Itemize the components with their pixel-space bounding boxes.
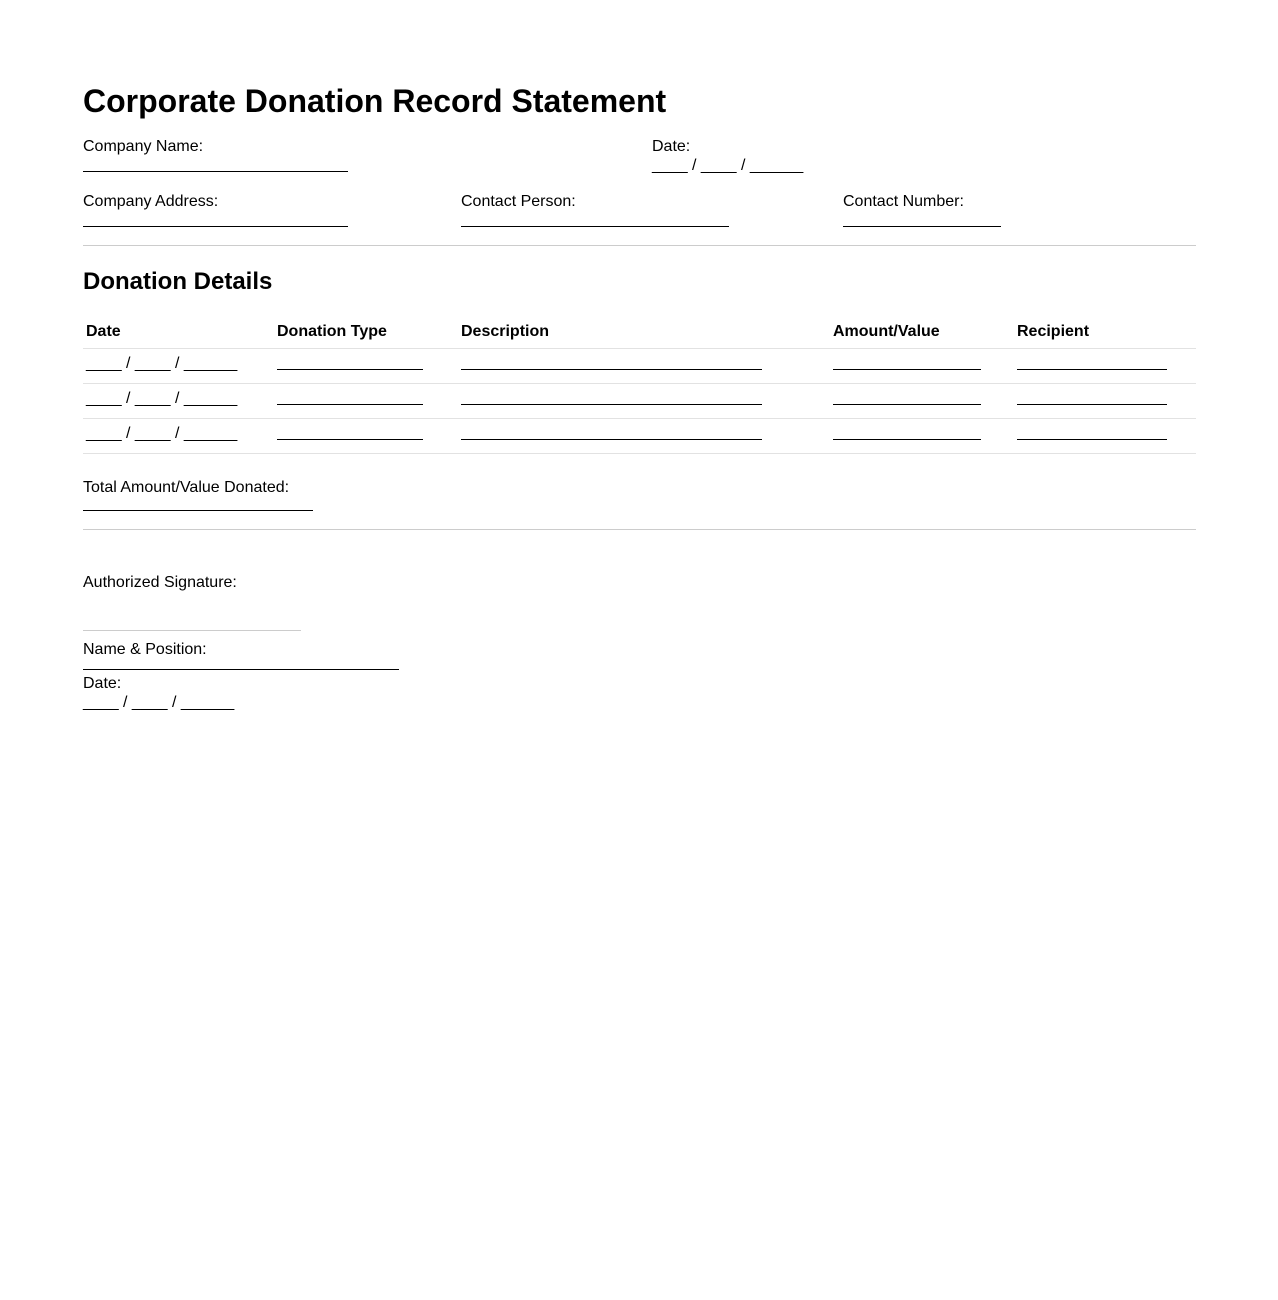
date-input-blank[interactable]: ____ / ____ / ______ bbox=[652, 157, 804, 174]
signature-date-label: Date: bbox=[83, 675, 122, 692]
contact-number-field bbox=[843, 192, 1196, 227]
signature-date-input-blank[interactable]: ____ / ____ / ______ bbox=[83, 694, 235, 711]
row-amount-value-input-line[interactable] bbox=[833, 439, 981, 440]
header-fields-row-2 bbox=[83, 192, 1196, 227]
donation-details-heading: Donation Details bbox=[83, 268, 273, 295]
authorized-signature-label: Authorized Signature: bbox=[83, 574, 237, 591]
row-donation-type-input-line[interactable] bbox=[277, 439, 423, 440]
page-title: Corporate Donation Record Statement bbox=[83, 83, 667, 119]
contact-number-label: Contact Number: bbox=[843, 193, 964, 210]
row-description-input-line[interactable] bbox=[461, 369, 762, 370]
company-name-input-line[interactable] bbox=[83, 171, 348, 172]
company-address-label: Company Address: bbox=[83, 193, 219, 210]
date-field bbox=[652, 137, 1196, 175]
signature-section-divider bbox=[83, 529, 1196, 530]
contact-person-field bbox=[461, 192, 843, 227]
contact-person-label: Contact Person: bbox=[461, 193, 576, 210]
row-description-input-line[interactable] bbox=[461, 404, 762, 405]
column-header-description: Description bbox=[461, 323, 550, 340]
total-amount-input-line[interactable] bbox=[83, 510, 313, 511]
table-row bbox=[83, 419, 1196, 454]
table-row bbox=[83, 349, 1196, 384]
signature-input-line[interactable] bbox=[83, 630, 301, 631]
company-name-field bbox=[83, 137, 652, 175]
column-header-amount-value: Amount/Value bbox=[833, 323, 940, 340]
contact-person-input-line[interactable] bbox=[461, 226, 729, 227]
name-position-input-line[interactable] bbox=[83, 669, 399, 670]
row-date-input-blank[interactable]: ____ / ____ / ______ bbox=[86, 425, 238, 442]
total-amount-field bbox=[83, 478, 1196, 511]
contact-number-input-line[interactable] bbox=[843, 226, 1001, 227]
total-amount-label: Total Amount/Value Donated: bbox=[83, 479, 290, 496]
column-header-date: Date bbox=[86, 323, 121, 340]
row-amount-value-input-line[interactable] bbox=[833, 404, 981, 405]
name-position-label: Name & Position: bbox=[83, 641, 207, 658]
row-description-input-line[interactable] bbox=[461, 439, 762, 440]
date-label: Date: bbox=[652, 138, 691, 155]
row-donation-type-input-line[interactable] bbox=[277, 404, 423, 405]
company-address-input-line[interactable] bbox=[83, 226, 348, 227]
signature-block bbox=[83, 573, 1196, 712]
row-date-input-blank[interactable]: ____ / ____ / ______ bbox=[86, 390, 238, 407]
row-recipient-input-line[interactable] bbox=[1017, 404, 1167, 405]
header-fields-row-1 bbox=[83, 137, 1196, 175]
row-donation-type-input-line[interactable] bbox=[277, 369, 423, 370]
table-row bbox=[83, 384, 1196, 419]
company-name-label: Company Name: bbox=[83, 138, 204, 155]
column-header-recipient: Recipient bbox=[1017, 323, 1090, 340]
donation-table-header-row bbox=[83, 323, 1196, 349]
column-header-donation-type: Donation Type bbox=[277, 323, 387, 340]
donation-table bbox=[83, 323, 1196, 454]
row-amount-value-input-line[interactable] bbox=[833, 369, 981, 370]
row-recipient-input-line[interactable] bbox=[1017, 439, 1167, 440]
row-date-input-blank[interactable]: ____ / ____ / ______ bbox=[86, 355, 238, 372]
row-recipient-input-line[interactable] bbox=[1017, 369, 1167, 370]
header-section-divider bbox=[83, 245, 1196, 246]
company-address-field bbox=[83, 192, 461, 227]
